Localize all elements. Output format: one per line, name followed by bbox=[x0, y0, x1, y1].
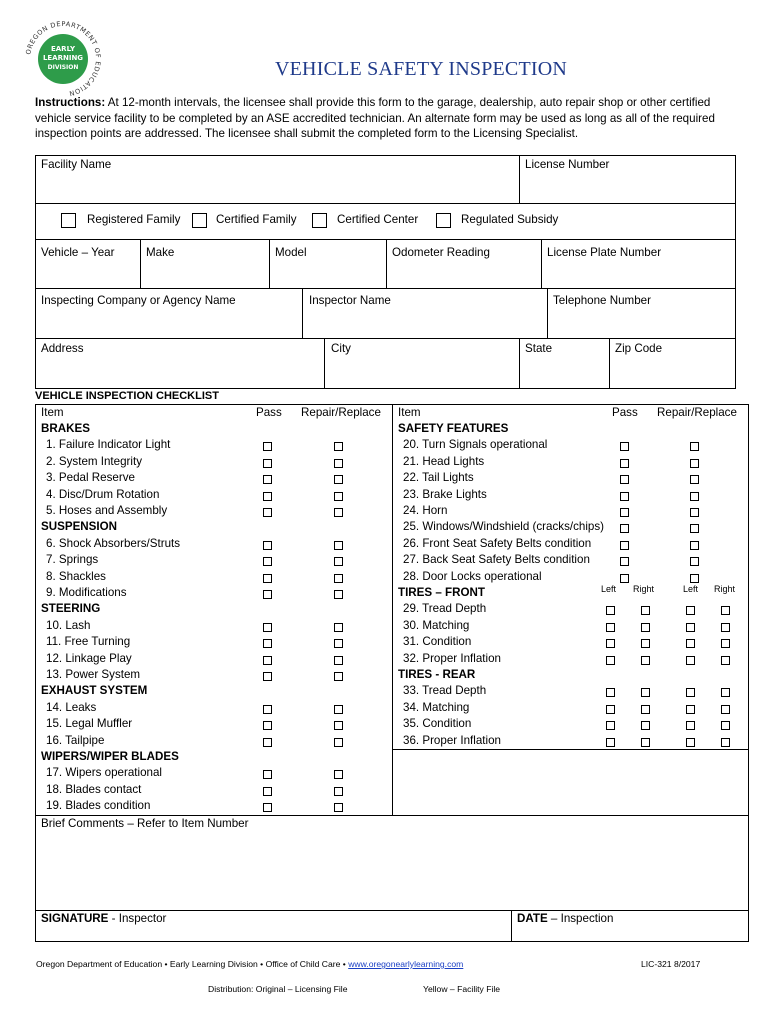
odometer-label: Odometer Reading bbox=[392, 246, 490, 259]
pass-checkbox[interactable] bbox=[263, 557, 272, 566]
pass-checkbox[interactable] bbox=[263, 492, 272, 501]
repair-checkbox[interactable] bbox=[690, 475, 699, 484]
repair-left-checkbox[interactable] bbox=[686, 688, 695, 697]
pass-checkbox[interactable] bbox=[263, 738, 272, 747]
repair-left-checkbox[interactable] bbox=[686, 606, 695, 615]
section-header-wipers: WIPERS/WIPER BLADES bbox=[41, 750, 179, 763]
pass-left-checkbox[interactable] bbox=[606, 738, 615, 747]
pass-checkbox[interactable] bbox=[263, 705, 272, 714]
instructions-text: At 12-month intervals, the licensee shall provide this form to the garage, dealership, auto repair shop or other certified vehicle service facility to be completed by an ASE accredited technician. An alternate form may be used as long as all of the required inspection points are addressed. The licensee shall submit the completed form to the Licensing Specialist. bbox=[35, 96, 715, 140]
pass-left-checkbox[interactable] bbox=[606, 705, 615, 714]
pass-checkbox[interactable] bbox=[263, 574, 272, 583]
checklist-item: 2. System Integrity bbox=[46, 454, 143, 468]
pass-checkbox[interactable] bbox=[620, 557, 629, 566]
pass-right-checkbox[interactable] bbox=[641, 688, 650, 697]
svg-text:EARLY: EARLY bbox=[50, 45, 76, 53]
repair-right-checkbox[interactable] bbox=[721, 705, 730, 714]
repair-left-checkbox[interactable] bbox=[686, 705, 695, 714]
registered-family-label: Registered Family bbox=[87, 213, 181, 226]
checklist-item: 27. Back Seat Safety Belts condition bbox=[403, 553, 590, 567]
model-label: Model bbox=[275, 246, 307, 259]
checklist-item: 22. Tail Lights bbox=[403, 471, 474, 485]
page-title: VEHICLE SAFETY INSPECTION bbox=[275, 58, 568, 80]
pass-checkbox[interactable] bbox=[263, 623, 272, 632]
repair-checkbox[interactable] bbox=[334, 656, 343, 665]
checklist-item: 29. Tread Depth bbox=[403, 602, 487, 616]
repair-checkbox[interactable] bbox=[334, 475, 343, 484]
pass-checkbox[interactable] bbox=[263, 590, 272, 599]
city-label: City bbox=[331, 342, 351, 355]
pass-checkbox[interactable] bbox=[620, 574, 629, 583]
yellow-label: Yellow – Facility File bbox=[423, 984, 501, 994]
repair-checkbox[interactable] bbox=[334, 705, 343, 714]
svg-text:LEARNING: LEARNING bbox=[42, 54, 84, 62]
pass-checkbox[interactable] bbox=[620, 492, 629, 501]
repair-left-checkbox[interactable] bbox=[686, 738, 695, 747]
pass-checkbox[interactable] bbox=[263, 541, 272, 550]
pass-right-checkbox[interactable] bbox=[641, 721, 650, 730]
address-label: Address bbox=[41, 342, 84, 355]
repair-checkbox[interactable] bbox=[334, 541, 343, 550]
checklist-item: 30. Matching bbox=[403, 618, 470, 632]
pass-checkbox[interactable] bbox=[620, 442, 629, 451]
pass-checkbox[interactable] bbox=[263, 672, 272, 681]
pass-left-checkbox[interactable] bbox=[606, 639, 615, 648]
pass-right-checkbox[interactable] bbox=[641, 738, 650, 747]
instructions bbox=[35, 95, 735, 142]
registered-family-checkbox[interactable] bbox=[61, 213, 76, 228]
left-col-repair: Repair/Replace bbox=[301, 406, 381, 419]
signature-field[interactable] bbox=[36, 926, 510, 941]
section-header-steering: STEERING bbox=[41, 602, 101, 616]
certified-family-label: Certified Family bbox=[216, 213, 297, 226]
checklist-item: 32. Proper Inflation bbox=[403, 651, 501, 665]
pass-checkbox[interactable] bbox=[620, 459, 629, 468]
repair-checkbox[interactable] bbox=[334, 639, 343, 648]
checklist-item: 20. Turn Signals operational bbox=[403, 438, 548, 452]
pass-left-checkbox[interactable] bbox=[606, 656, 615, 665]
checklist-item: 18. Blades contact bbox=[46, 782, 142, 796]
checklist-item: 9. Modifications bbox=[46, 586, 127, 599]
repair-checkbox[interactable] bbox=[334, 672, 343, 681]
checklist-item: 24. Horn bbox=[403, 504, 448, 517]
repair-checkbox[interactable] bbox=[334, 442, 343, 451]
make-label: Make bbox=[146, 246, 175, 259]
certified-center-label: Certified Center bbox=[337, 213, 419, 226]
repair-checkbox[interactable] bbox=[334, 738, 343, 747]
checklist-item: 25. Windows/Windshield (cracks/chips) bbox=[403, 520, 605, 534]
checklist-item: 8. Shackles bbox=[46, 569, 106, 583]
section-header-safety: SAFETY FEATURES bbox=[398, 422, 509, 435]
checklist-item: 4. Disc/Drum Rotation bbox=[46, 487, 160, 501]
oregon-ede-logo bbox=[22, 18, 104, 100]
pass-right-checkbox[interactable] bbox=[641, 623, 650, 632]
left-label: Left bbox=[683, 584, 699, 594]
right-label: Right bbox=[633, 584, 655, 594]
repair-checkbox[interactable] bbox=[334, 623, 343, 632]
svg-text:DIVISION: DIVISION bbox=[47, 64, 79, 71]
checklist-item: 16. Tailpipe bbox=[46, 733, 105, 747]
footer-org: Oregon Department of Education • Early Learning Division • Office of Child Care • bbox=[36, 959, 349, 969]
repair-right-checkbox[interactable] bbox=[721, 688, 730, 697]
section-header-tires-rear: TIRES - REAR bbox=[398, 668, 476, 681]
checklist-item: 6. Shock Absorbers/Struts bbox=[46, 536, 181, 550]
checklist-item: 21. Head Lights bbox=[403, 454, 485, 468]
checklist-item: 12. Linkage Play bbox=[46, 651, 132, 665]
left-col-item: Item bbox=[41, 406, 64, 419]
repair-checkbox[interactable] bbox=[690, 524, 699, 533]
facility-name-label: Facility Name bbox=[41, 158, 112, 171]
pass-left-checkbox[interactable] bbox=[606, 688, 615, 697]
facility-name-field[interactable] bbox=[36, 174, 518, 202]
checklist-item: 14. Leaks bbox=[46, 700, 97, 714]
pass-checkbox[interactable] bbox=[263, 803, 272, 812]
repair-checkbox[interactable] bbox=[690, 508, 699, 517]
right-col-pass: Pass bbox=[612, 406, 638, 419]
repair-checkbox[interactable] bbox=[334, 492, 343, 501]
checklist-title: VEHICLE INSPECTION CHECKLIST bbox=[35, 390, 219, 402]
footer-link[interactable]: www.oregonearlylearning.com bbox=[348, 959, 464, 969]
date-label bbox=[517, 912, 613, 925]
checklist-item: 17. Wipers operational bbox=[46, 766, 162, 780]
left-label: Left bbox=[601, 584, 617, 594]
repair-checkbox[interactable] bbox=[690, 492, 699, 501]
section-header-exhaust: EXHAUST SYSTEM bbox=[41, 684, 148, 698]
repair-checkbox[interactable] bbox=[690, 459, 699, 468]
checklist-item: 34. Matching bbox=[403, 700, 470, 714]
pass-checkbox[interactable] bbox=[263, 787, 272, 796]
pass-checkbox[interactable] bbox=[263, 475, 272, 484]
repair-left-checkbox[interactable] bbox=[686, 721, 695, 730]
comments-field[interactable] bbox=[36, 832, 748, 909]
repair-checkbox[interactable] bbox=[334, 590, 343, 599]
comments-label: Brief Comments – Refer to Item Number bbox=[41, 817, 249, 830]
checklist-item: 23. Brake Lights bbox=[403, 487, 487, 501]
date-field[interactable] bbox=[512, 926, 748, 941]
right-col-item: Item bbox=[398, 406, 421, 419]
pass-checkbox[interactable] bbox=[263, 508, 272, 517]
repair-checkbox[interactable] bbox=[690, 574, 699, 583]
checklist-item: 7. Springs bbox=[46, 553, 99, 567]
right-label: Right bbox=[714, 584, 736, 594]
pass-checkbox[interactable] bbox=[263, 770, 272, 779]
logo-seal-icon bbox=[22, 18, 104, 100]
form-id: LIC-321 8/2017 bbox=[641, 959, 701, 969]
repair-checkbox[interactable] bbox=[690, 541, 699, 550]
plate-label: License Plate Number bbox=[547, 246, 662, 259]
repair-right-checkbox[interactable] bbox=[721, 606, 730, 615]
signature-rest: - Inspector bbox=[108, 912, 167, 925]
pass-checkbox[interactable] bbox=[263, 721, 272, 730]
repair-checkbox[interactable] bbox=[690, 442, 699, 451]
repair-checkbox[interactable] bbox=[334, 787, 343, 796]
certified-family-checkbox[interactable] bbox=[192, 213, 207, 228]
repair-checkbox[interactable] bbox=[334, 459, 343, 468]
repair-right-checkbox[interactable] bbox=[721, 623, 730, 632]
date-bold: DATE bbox=[517, 912, 548, 925]
repair-checkbox[interactable] bbox=[334, 803, 343, 812]
pass-left-checkbox[interactable] bbox=[606, 606, 615, 615]
pass-right-checkbox[interactable] bbox=[641, 705, 650, 714]
telephone-label: Telephone Number bbox=[553, 294, 651, 307]
repair-checkbox[interactable] bbox=[334, 770, 343, 779]
checklist-item: 11. Free Turning bbox=[46, 635, 131, 649]
left-col-pass: Pass bbox=[256, 406, 282, 419]
date-rest: – Inspection bbox=[547, 912, 614, 925]
regulated-subsidy-label: Regulated Subsidy bbox=[461, 213, 559, 226]
instructions-label: Instructions: bbox=[35, 96, 106, 109]
regulated-subsidy-checkbox[interactable] bbox=[436, 213, 451, 228]
pass-right-checkbox[interactable] bbox=[641, 656, 650, 665]
zip-label: Zip Code bbox=[615, 342, 663, 355]
checklist-item: 28. Door Locks operational bbox=[403, 569, 542, 583]
pass-checkbox[interactable] bbox=[263, 639, 272, 648]
repair-right-checkbox[interactable] bbox=[721, 721, 730, 730]
pass-checkbox[interactable] bbox=[620, 475, 629, 484]
repair-checkbox[interactable] bbox=[690, 557, 699, 566]
checklist-item: 10. Lash bbox=[46, 618, 91, 632]
checklist-item: 35. Condition bbox=[403, 717, 472, 731]
checklist-item: 19. Blades condition bbox=[46, 799, 151, 813]
repair-checkbox[interactable] bbox=[334, 574, 343, 583]
checklist-item: 36. Proper Inflation bbox=[403, 733, 501, 747]
pass-left-checkbox[interactable] bbox=[606, 721, 615, 730]
right-col-repair: Repair/Replace bbox=[657, 406, 737, 419]
pass-checkbox[interactable] bbox=[620, 541, 629, 550]
pass-checkbox[interactable] bbox=[263, 656, 272, 665]
pass-left-checkbox[interactable] bbox=[606, 623, 615, 632]
repair-right-checkbox[interactable] bbox=[721, 738, 730, 747]
pass-checkbox[interactable] bbox=[620, 508, 629, 517]
inspector-name-label: Inspector Name bbox=[309, 294, 391, 307]
license-number-field[interactable] bbox=[520, 174, 735, 202]
checklist-item: 13. Power System bbox=[46, 668, 141, 681]
section-header-suspension: SUSPENSION bbox=[41, 520, 118, 534]
pass-checkbox[interactable] bbox=[263, 459, 272, 468]
pass-right-checkbox[interactable] bbox=[641, 639, 650, 648]
repair-left-checkbox[interactable] bbox=[686, 656, 695, 665]
footer-line bbox=[36, 959, 463, 969]
signature-bold: SIGNATURE bbox=[41, 912, 109, 925]
distribution-label: Distribution: Original – Licensing File bbox=[208, 984, 348, 994]
pass-checkbox[interactable] bbox=[263, 442, 272, 451]
license-number-label: License Number bbox=[525, 158, 610, 171]
section-header-tires-front: TIRES – FRONT bbox=[398, 586, 485, 599]
repair-right-checkbox[interactable] bbox=[721, 639, 730, 648]
checklist-item: 31. Condition bbox=[403, 635, 472, 649]
repair-left-checkbox[interactable] bbox=[686, 639, 695, 648]
checklist-item: 1. Failure Indicator Light bbox=[46, 438, 171, 452]
repair-checkbox[interactable] bbox=[334, 721, 343, 730]
state-label: State bbox=[525, 342, 553, 355]
repair-left-checkbox[interactable] bbox=[686, 623, 695, 632]
inspecting-company-label: Inspecting Company or Agency Name bbox=[41, 294, 236, 307]
certified-center-checkbox[interactable] bbox=[312, 213, 327, 228]
checklist-item: 5. Hoses and Assembly bbox=[46, 504, 168, 517]
section-header-brakes: BRAKES bbox=[41, 422, 90, 435]
repair-checkbox[interactable] bbox=[334, 557, 343, 566]
checklist-item: 3. Pedal Reserve bbox=[46, 471, 135, 485]
signature-label bbox=[41, 912, 166, 925]
pass-checkbox[interactable] bbox=[620, 524, 629, 533]
svg-text:OREGON DEPARTMENT OF EDUCATION: OREGON DEPARTMENT OF EDUCATION bbox=[24, 19, 103, 98]
repair-right-checkbox[interactable] bbox=[721, 656, 730, 665]
checklist-item: 15. Legal Muffler bbox=[46, 717, 133, 731]
vehicle-year-label: Vehicle – Year bbox=[41, 246, 115, 259]
checklist-item: 33. Tread Depth bbox=[403, 684, 487, 698]
checklist-item: 26. Front Seat Safety Belts condition bbox=[403, 536, 592, 550]
repair-checkbox[interactable] bbox=[334, 508, 343, 517]
pass-right-checkbox[interactable] bbox=[641, 606, 650, 615]
